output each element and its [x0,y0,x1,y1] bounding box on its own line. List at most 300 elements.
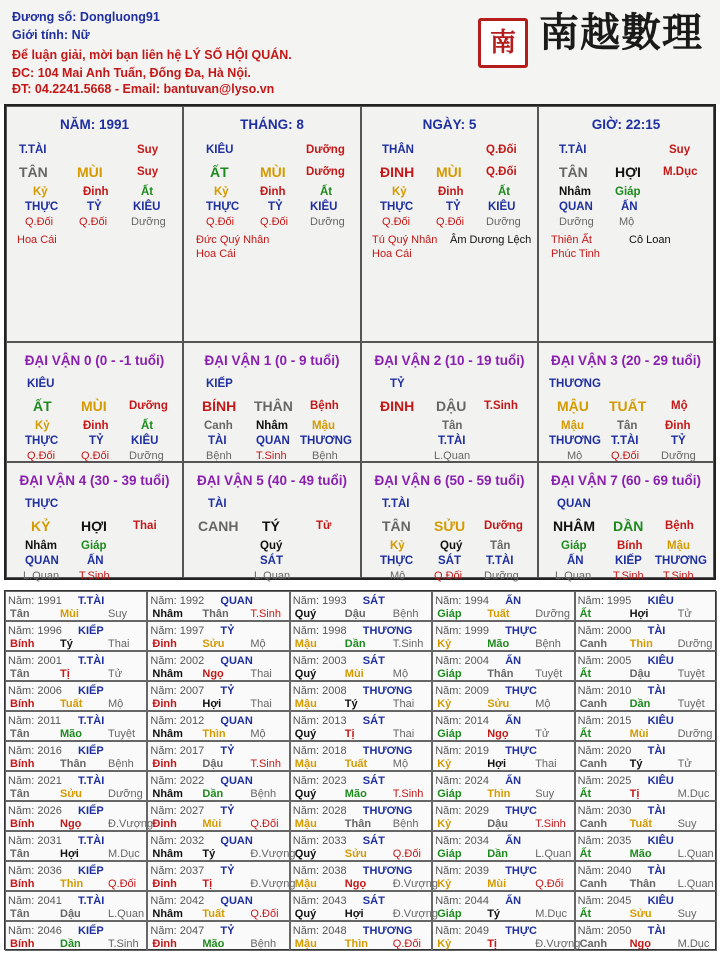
cell-value: Q.Đối [611,450,640,462]
year-ten-god: SÁT [362,895,385,907]
header-line: Giới tính: Nữ [12,28,90,42]
year-stem: Giáp [437,668,462,680]
cell-value: Bính [617,540,643,552]
year-label: Năm: 1992 [150,595,205,607]
cell-value: KIẾP [206,378,233,390]
year-stage: Tử [677,758,692,770]
cell-value: QUAN [559,201,593,213]
cell-title: ĐẠI VẬN 3 (20 - 29 tuổi) [550,353,702,368]
year-stem: Ất [579,668,592,680]
year-label: Năm: 2018 [292,745,347,757]
year-label: Năm: 2038 [292,865,347,877]
cell-value: Suy [137,166,159,178]
cell-value: Tân [442,420,463,432]
year-label: Năm: 2004 [435,655,489,667]
cell-value: Đinh [83,186,109,198]
year-ten-god: ẤN [505,595,522,607]
year-branch: Mão [202,938,225,950]
year-stage: Q.Đối [535,878,564,890]
year-stem: Tân [10,908,30,920]
cell-value: KỶ [31,518,51,534]
year-branch: Tị [60,668,70,680]
year-branch: Ngọ [60,818,82,830]
year-cell [290,621,432,651]
year-label: Năm: 2002 [150,655,205,667]
year-branch: Hợi [629,608,649,620]
year-stage: Suy [535,788,555,800]
year-ten-god: TỶ [220,685,235,697]
cell-value: TÂN [559,164,588,180]
year-stage: Bệnh [392,818,419,830]
year-stage: Dưỡng [677,638,713,650]
year-stage: Bệnh [108,758,134,770]
year-stage: Q.Đối [250,908,279,920]
year-branch: Thìn [487,788,511,800]
year-branch: Dần [629,698,651,710]
cell-value: Đinh [665,420,691,432]
cell-value: THƯƠNG [549,378,601,390]
year-label: Năm: 2019 [435,745,489,757]
cell-value: Dưỡng [484,520,523,532]
year-stem: Nhâm [152,908,183,920]
year-label: Năm: 2037 [150,865,205,877]
year-ten-god: TÀI [647,685,666,697]
year-stage: Q.Đối [250,818,279,830]
cell-value: Kỷ [390,540,405,552]
year-stem: Ất [579,788,592,800]
dai-van-cell [183,342,361,462]
year-stem: Đinh [152,878,177,890]
year-cell [147,591,289,621]
year-ten-god: T.TÀI [78,895,105,907]
year-branch: Mùi [60,608,79,620]
year-branch: Ngọ [487,728,509,740]
year-stage: Thai [250,668,272,680]
special-star: Đức Quý Nhân [196,234,270,246]
cell-value: Bệnh [312,450,338,462]
special-star: Tú Quý Nhân [372,234,438,246]
special-star: Hoa Cái [372,248,412,260]
dai-van-cell [6,342,183,462]
cell-value: Tử [316,520,332,532]
year-cell [575,741,717,771]
year-stem: Quý [294,788,317,800]
year-branch: Mùi [629,728,649,740]
year-ten-god: THƯƠNG [362,805,413,817]
cell-value: KIÊU [310,201,338,213]
dai-van-cell [361,342,538,462]
cell-value: Mậu [561,420,584,432]
cell-value: QUAN [557,498,591,510]
year-cell [575,831,717,861]
cell-value: Canh [204,420,233,432]
year-stage: T.Sinh [392,638,424,650]
cell-value: Dưỡng [661,450,696,462]
year-branch: Thân [487,668,514,680]
cell-value: KIÊU [131,435,159,447]
year-cell [432,741,574,771]
cell-value: Kỷ [35,420,50,432]
year-ten-god: TỶ [220,745,235,757]
cell-title: GIỜ: 22:15 [591,117,661,132]
cell-value: Q.Đối [382,216,411,228]
year-cell [432,831,574,861]
year-stem: Đinh [152,638,177,650]
year-ten-god: T.TÀI [78,775,105,787]
year-label: Năm: 2045 [577,895,632,907]
year-cell [290,651,432,681]
cell-value: Ất [141,420,154,432]
cell-title: ĐẠI VẬN 7 (60 - 69 tuổi) [550,473,702,488]
year-stage: Thai [250,698,272,710]
year-stem: Mậu [294,818,317,830]
cell-value: THỰC [206,201,240,213]
dai-van-cell [538,342,714,462]
year-label: Năm: 2023 [292,775,347,787]
year-branch: Dần [202,788,224,800]
year-cell [147,741,289,771]
pillar-cell [6,106,183,342]
year-stem: Bính [10,758,35,770]
year-stem: Canh [579,878,608,890]
year-stem: Kỷ [437,638,452,650]
year-ten-god: SÁT [362,595,385,607]
year-stem: Quý [294,908,317,920]
year-ten-god: KIẾP [78,805,104,817]
cell-title: ĐẠI VẬN 5 (40 - 49 tuổi) [196,473,348,488]
year-branch: Mão [629,848,652,860]
year-stage: T.Sinh [250,758,281,770]
cell-value: MÙI [260,164,286,180]
year-ten-god: TÀI [647,805,666,817]
year-label: Năm: 1994 [435,595,489,607]
cell-value: L.Quan [555,570,592,582]
year-stage: M.Dục [535,908,567,920]
year-label: Năm: 1991 [8,595,62,607]
year-label: Năm: 2030 [577,805,632,817]
year-cell [5,621,147,651]
year-ten-god: TÀI [647,925,666,937]
year-label: Năm: 2021 [8,775,62,787]
year-label: Năm: 2041 [8,895,62,907]
year-stage: Tuyệt [677,668,705,680]
year-label: Năm: 2032 [150,835,205,847]
year-ten-god: QUAN [220,595,253,607]
year-stem: Đinh [152,758,177,770]
header-line: ĐC: 104 Mai Anh Tuấn, Đống Đa, Hà Nội. [12,66,251,80]
year-cell [147,621,289,651]
cell-value: ĐINH [380,164,415,180]
year-ten-god: KIẾP [78,865,104,877]
cell-value: DẬU [436,398,467,414]
year-stem: Quý [294,668,317,680]
cell-value: DẦN [613,518,644,534]
year-label: Năm: 2009 [435,685,489,697]
year-label: Năm: 2012 [150,715,205,727]
cell-value: Suy [137,144,159,156]
year-stem: Tân [10,668,30,680]
special-star: Hoa Cái [17,234,57,246]
year-stem: Giáp [437,728,462,740]
cell-value: T.Sinh [79,570,110,582]
cell-value: ĐINH [380,398,415,414]
year-stage: Đ.Vượng [250,848,296,860]
cell-value: KIÊU [488,201,516,213]
cell-value: Dưỡng [484,570,519,582]
cell-title: ĐẠI VẬN 2 (10 - 19 tuổi) [374,353,525,368]
cell-value: Đinh [83,420,109,432]
year-stem: Giáp [437,848,462,860]
year-label: Năm: 1995 [577,595,632,607]
year-branch: Mão [487,638,510,650]
year-branch: Ngọ [344,878,367,890]
yearly-table [4,590,716,950]
year-stem: Tân [10,728,30,740]
cell-value: THỰC [25,435,59,447]
year-branch: Thìn [344,938,369,950]
year-ten-god: THƯƠNG [362,685,413,697]
year-stage: T.Sinh [392,788,424,800]
year-branch: Tị [629,788,640,800]
special-star: Âm Dương Lệch [450,234,532,246]
year-stage: Q.Đối [108,878,137,890]
year-ten-god: KIÊU [647,895,674,907]
cell-value: Giáp [561,540,587,552]
year-label: Năm: 2049 [435,925,489,937]
cell-value: Dưỡng [131,216,166,228]
special-star: Phúc Tinh [551,248,600,260]
year-label: Năm: 2040 [577,865,632,877]
cell-value: Nhâm [25,540,57,552]
cell-value: SỬU [434,518,466,534]
cell-value: SÁT [260,555,283,567]
year-cell [290,591,432,621]
year-label: Năm: 2039 [435,865,489,877]
cell-value: TÀI [208,435,227,447]
cell-value: T.Sinh [613,570,644,582]
year-branch: Thìn [202,728,226,740]
year-stem: Canh [579,638,608,650]
cell-title: NĂM: 1991 [59,117,130,132]
dai-van-cell [538,462,714,582]
year-label: Năm: 2036 [8,865,62,877]
cell-value: Thai [133,520,157,532]
cell-value: Dưỡng [129,450,164,462]
year-stem: Giáp [437,788,462,800]
year-branch: Tý [344,698,358,710]
cell-value: THỰC [25,201,59,213]
year-ten-god: QUAN [220,715,253,727]
cell-value: HỢI [615,164,641,180]
year-ten-god: QUAN [220,895,253,907]
year-cell [432,771,574,801]
cell-value: T.TÀI [19,144,47,156]
year-label: Năm: 2043 [292,895,347,907]
year-stage: Thai [108,638,130,650]
year-cell [290,771,432,801]
year-branch: Tuất [60,698,83,710]
cell-value: T.Sinh [663,570,694,582]
special-star: Cô Loan [629,234,671,246]
pillar-cell [361,106,538,342]
cell-value: KIÊU [133,201,161,213]
year-label: Năm: 2000 [577,625,632,637]
cell-value: KIÊU [206,144,234,156]
year-stage: M.Dục [677,788,710,800]
year-ten-god: THỰC [505,925,537,937]
year-branch: Mão [344,788,367,800]
year-stem: Kỷ [437,938,452,950]
year-stem: Ất [579,608,592,620]
year-cell [147,771,289,801]
cell-value: Bệnh [206,450,232,462]
year-stage: Suy [677,908,697,920]
year-stage: Mộ [250,638,266,650]
year-branch: Dần [60,938,81,950]
cell-value: Ất [141,186,154,198]
cell-value: Dưỡng [310,216,345,228]
year-cell [5,921,147,951]
year-ten-god: KIÊU [647,655,674,667]
year-ten-god: THỰC [505,865,537,877]
cell-value: Q.Đối [27,450,56,462]
cell-value: T.TÀI [486,555,514,567]
year-stage: Dưỡng [677,728,713,740]
year-stem: Tân [10,608,30,620]
year-label: Năm: 1996 [8,625,62,637]
pillar-grid [4,104,716,580]
year-cell [147,801,289,831]
year-stem: Ất [579,848,592,860]
year-cell [5,831,147,861]
year-branch: Hợi [344,908,364,920]
year-cell [290,921,432,951]
year-branch: Sửu [487,698,510,710]
header-line: ĐT: 04.2241.5668 - Email: bantuvan@lyso.vn [12,82,275,96]
cell-value: L.Quan [23,570,60,582]
year-stage: Tử [535,728,550,740]
year-stage: Suy [677,818,697,830]
cell-value: Mộ [671,400,688,412]
year-branch: Sửu [344,848,367,860]
year-stage: M.Dục [108,848,140,860]
year-branch: Dậu [487,818,508,830]
year-label: Năm: 2029 [435,805,489,817]
year-stage: Suy [108,608,127,620]
cell-value: Dưỡng [306,144,345,156]
year-branch: Hợi [202,698,222,710]
cell-value: Quý [260,540,283,552]
cell-value: Quý [440,540,463,552]
cell-value: ẤN [567,555,584,567]
year-cell [290,741,432,771]
cell-value: Kỷ [392,186,407,198]
cell-value: TỶ [671,435,686,447]
cell-value: Tân [490,540,511,552]
year-label: Năm: 2042 [150,895,205,907]
year-stage: Đ.Vượng [108,818,154,830]
cell-value: TỶ [268,201,283,213]
year-stem: Đinh [152,938,177,950]
year-stage: Q.Đối [392,848,421,860]
year-label: Năm: 2001 [8,655,62,667]
cell-value: Q.Đối [81,450,110,462]
year-branch: Tý [487,908,501,920]
cell-value: ẤT [33,398,52,414]
year-ten-god: TỶ [220,865,235,877]
dai-van-cell [183,462,361,582]
year-label: Năm: 2033 [292,835,347,847]
year-label: Năm: 2024 [435,775,489,787]
cell-title: THÁNG: 8 [240,117,304,132]
year-branch: Mùi [344,668,364,680]
cell-value: Q.Đối [79,216,108,228]
header [0,0,720,104]
year-ten-god: THỰC [505,685,537,697]
year-label: Năm: 2034 [435,835,489,847]
cell-value: Q.Đối [436,216,465,228]
year-ten-god: ẤN [505,775,522,787]
year-ten-god: THƯƠNG [362,925,413,937]
year-branch: Mùi [202,818,222,830]
year-ten-god: KIÊU [647,715,674,727]
year-label: Năm: 2017 [150,745,205,757]
year-cell [147,891,289,921]
year-stage: Tử [108,668,123,680]
year-cell [5,801,154,831]
cell-value: Mộ [567,450,583,462]
year-branch: Thân [344,818,372,830]
year-ten-god: ẤN [505,715,522,727]
year-stage: Tuyệt [677,698,705,710]
cell-value: QUAN [256,435,290,447]
year-ten-god: TÀI [647,625,666,637]
cell-value: T.TÀI [611,435,639,447]
year-stage: L.Quan [677,878,714,890]
year-stem: Ất [579,908,592,920]
year-label: Năm: 2028 [292,805,347,817]
year-label: Năm: 1998 [292,625,347,637]
year-cell [575,921,717,951]
year-ten-god: THƯƠNG [362,745,413,757]
year-ten-god: KIẾP [78,685,104,697]
year-ten-god: SÁT [362,655,385,667]
cell-value: Q.Đối [260,216,289,228]
year-stem: Quý [294,848,317,860]
year-label: Năm: 2027 [150,805,205,817]
year-stage: Bệnh [250,938,277,950]
cell-value: ẤT [210,164,229,180]
cell-value: THỰC [25,498,59,510]
year-stage: Mộ [535,698,551,710]
year-ten-god: KIÊU [647,595,674,607]
year-label: Năm: 2048 [292,925,347,937]
year-label: Năm: 2046 [8,925,62,937]
year-stage: T.Sinh [250,608,281,620]
year-cell [147,921,289,951]
year-stage: Mộ [392,668,409,680]
cell-value: Mậu [312,420,335,432]
year-branch: Tị [487,938,497,950]
year-cell [147,831,296,861]
year-cell [432,861,574,891]
year-cell [5,651,147,681]
year-ten-god: TÀI [647,865,666,877]
cell-value: Mậu [667,540,690,552]
year-stage: Dưỡng [108,788,143,800]
year-label: Năm: 2026 [8,805,62,817]
year-branch: Tý [60,638,73,650]
